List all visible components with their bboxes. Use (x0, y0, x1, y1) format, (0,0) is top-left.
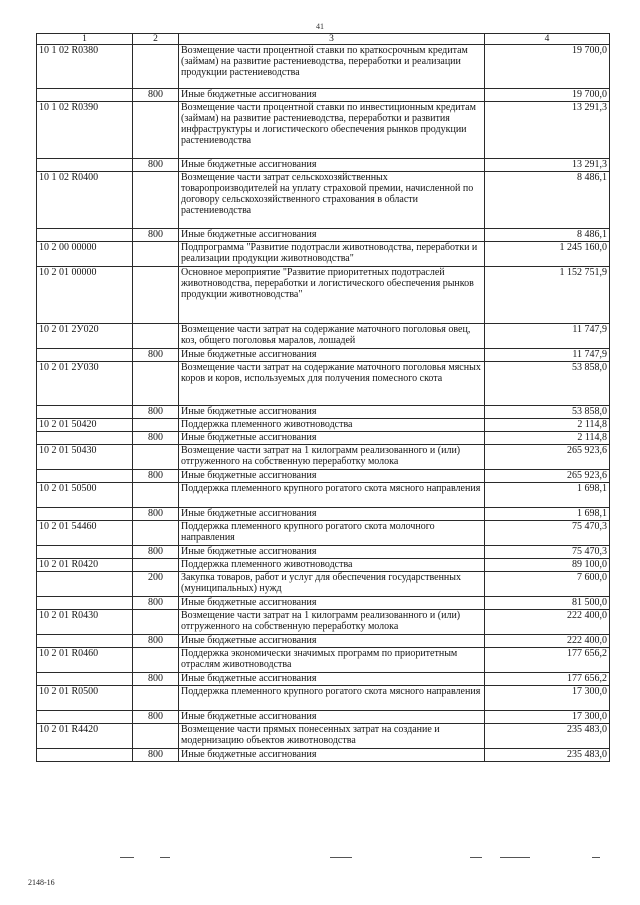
row-type-cell (133, 242, 179, 267)
row-code-cell (37, 470, 133, 483)
row-name-cell: Возмещение части затрат на содержание маточного поголовья мясных коров и коров, используемых для получения помесного скота (179, 362, 485, 406)
row-type-cell (133, 648, 179, 673)
row-code-cell: 10 2 01 R0430 (37, 610, 133, 635)
row-code-cell (37, 349, 133, 362)
row-name-cell: Иные бюджетные ассигнования (179, 597, 485, 610)
row-name-cell: Поддержка племенного крупного рогатого скота мясного направления (179, 483, 485, 508)
row-type-cell: 800 (133, 711, 179, 724)
row-name-cell: Возмещение части процентной ставки по инвестиционным кредитам (займам) на развитие растениеводства, переработки и развития инфраструктуры и логистического обеспечения рынков продукции растениеводства (179, 102, 485, 159)
row-amount-cell: 13 291,3 (485, 159, 610, 172)
table-row (37, 610, 610, 635)
row-code-cell (37, 635, 133, 648)
row-amount-cell: 19 700,0 (485, 89, 610, 102)
header-col-2: 2 (133, 34, 179, 45)
table-row (37, 229, 610, 242)
row-type-cell (133, 419, 179, 432)
row-code-cell: 10 1 02 R0390 (37, 102, 133, 159)
row-name-cell: Возмещение части затрат на 1 килограмм реализованного и (или) отгруженного на собственную переработку молока (179, 610, 485, 635)
row-name-cell: Поддержка племенного животноводства (179, 419, 485, 432)
row-name-cell: Возмещение части процентной ставки по краткосрочным кредитам (займам) на развитие растениеводства, переработки и реализации продукции растениеводства (179, 45, 485, 89)
row-name-cell: Закупка товаров, работ и услуг для обеспечения государственных (муниципальных) нужд (179, 572, 485, 597)
row-amount-cell: 75 470,3 (485, 521, 610, 546)
scan-artifact-mark (592, 857, 600, 858)
table-row (37, 546, 610, 559)
row-amount-cell: 19 700,0 (485, 45, 610, 89)
table-row (37, 432, 610, 445)
row-code-cell: 10 2 01 00000 (37, 267, 133, 324)
table-row (37, 267, 610, 324)
page-number: 41 (316, 22, 324, 31)
row-type-cell: 800 (133, 349, 179, 362)
table-row (37, 724, 610, 749)
row-code-cell (37, 546, 133, 559)
row-code-cell: 10 1 02 R0380 (37, 45, 133, 89)
row-type-cell: 800 (133, 546, 179, 559)
row-type-cell: 800 (133, 432, 179, 445)
header-col-1: 1 (37, 34, 133, 45)
row-code-cell: 10 2 01 50430 (37, 445, 133, 470)
row-code-cell: 10 2 01 R0420 (37, 559, 133, 572)
row-name-cell: Иные бюджетные ассигнования (179, 349, 485, 362)
row-amount-cell: 13 291,3 (485, 102, 610, 159)
row-code-cell: 10 2 01 R0460 (37, 648, 133, 673)
row-amount-cell: 235 483,0 (485, 749, 610, 762)
row-type-cell (133, 559, 179, 572)
row-type-cell (133, 45, 179, 89)
row-amount-cell: 81 500,0 (485, 597, 610, 610)
row-type-cell: 800 (133, 89, 179, 102)
row-name-cell: Поддержка племенного крупного рогатого скота мясного направления (179, 686, 485, 711)
table-row (37, 635, 610, 648)
table-row (37, 711, 610, 724)
row-name-cell: Подпрограмма "Развитие подотрасли животноводства, переработки и реализации продукции животноводства" (179, 242, 485, 267)
row-amount-cell: 265 923,6 (485, 470, 610, 483)
table-row (37, 686, 610, 711)
row-type-cell (133, 724, 179, 749)
table-row (37, 648, 610, 673)
table-row (37, 470, 610, 483)
scan-artifact-mark (470, 857, 482, 858)
row-code-cell: 10 2 01 2У020 (37, 324, 133, 349)
table-row (37, 559, 610, 572)
row-type-cell (133, 483, 179, 508)
table-row (37, 597, 610, 610)
row-name-cell: Иные бюджетные ассигнования (179, 159, 485, 172)
row-name-cell: Иные бюджетные ассигнования (179, 406, 485, 419)
table-row (37, 521, 610, 546)
row-code-cell (37, 159, 133, 172)
table-row (37, 362, 610, 406)
row-type-cell (133, 445, 179, 470)
row-name-cell: Поддержка племенного животноводства (179, 559, 485, 572)
row-code-cell (37, 508, 133, 521)
row-amount-cell: 265 923,6 (485, 445, 610, 470)
row-amount-cell: 11 747,9 (485, 349, 610, 362)
table-body (37, 45, 610, 762)
row-code-cell (37, 432, 133, 445)
row-type-cell: 200 (133, 572, 179, 597)
table-row (37, 349, 610, 362)
row-name-cell: Иные бюджетные ассигнования (179, 432, 485, 445)
row-amount-cell: 17 300,0 (485, 686, 610, 711)
table-row (37, 572, 610, 597)
row-code-cell (37, 229, 133, 242)
row-name-cell: Возмещение части прямых понесенных затрат на создание и модернизацию объектов животноводства (179, 724, 485, 749)
row-amount-cell: 7 600,0 (485, 572, 610, 597)
row-type-cell (133, 172, 179, 229)
row-type-cell: 800 (133, 673, 179, 686)
row-code-cell (37, 89, 133, 102)
row-code-cell: 10 2 00 00000 (37, 242, 133, 267)
row-type-cell (133, 686, 179, 711)
row-type-cell: 800 (133, 159, 179, 172)
row-amount-cell: 8 486,1 (485, 229, 610, 242)
row-name-cell: Иные бюджетные ассигнования (179, 470, 485, 483)
row-code-cell: 10 2 01 R4420 (37, 724, 133, 749)
row-amount-cell: 2 114,8 (485, 419, 610, 432)
row-code-cell (37, 597, 133, 610)
row-amount-cell: 53 858,0 (485, 406, 610, 419)
table-row (37, 45, 610, 89)
row-name-cell: Иные бюджетные ассигнования (179, 673, 485, 686)
row-code-cell (37, 572, 133, 597)
row-name-cell: Поддержка племенного крупного рогатого скота молочного направления (179, 521, 485, 546)
row-amount-cell: 1 245 160,0 (485, 242, 610, 267)
row-name-cell: Иные бюджетные ассигнования (179, 89, 485, 102)
row-amount-cell: 75 470,3 (485, 546, 610, 559)
table-row (37, 324, 610, 349)
scan-artifact-mark (160, 857, 170, 858)
row-type-cell: 800 (133, 229, 179, 242)
row-amount-cell: 53 858,0 (485, 362, 610, 406)
row-name-cell: Иные бюджетные ассигнования (179, 635, 485, 648)
row-code-cell (37, 711, 133, 724)
row-type-cell (133, 610, 179, 635)
table-row (37, 102, 610, 159)
row-amount-cell: 177 656,2 (485, 673, 610, 686)
table-row (37, 89, 610, 102)
scan-artifact-mark (500, 857, 530, 858)
row-amount-cell: 17 300,0 (485, 711, 610, 724)
row-name-cell: Возмещение части затрат на 1 килограмм реализованного и (или) отгруженного на собственную переработку молока (179, 445, 485, 470)
row-type-cell (133, 362, 179, 406)
row-code-cell: 10 2 01 2У030 (37, 362, 133, 406)
row-type-cell (133, 324, 179, 349)
row-amount-cell: 2 114,8 (485, 432, 610, 445)
table-row (37, 445, 610, 470)
row-type-cell: 800 (133, 406, 179, 419)
row-name-cell: Возмещение части затрат сельскохозяйственных товаропроизводителей на уплату страховой премии, начисленной по договору сельскохозяйственного страхования в области растениеводства (179, 172, 485, 229)
row-type-cell (133, 267, 179, 324)
row-type-cell: 800 (133, 597, 179, 610)
row-amount-cell: 11 747,9 (485, 324, 610, 349)
table-row (37, 419, 610, 432)
row-name-cell: Поддержка экономически значимых программ по приоритетным отраслям животноводства (179, 648, 485, 673)
row-amount-cell: 235 483,0 (485, 724, 610, 749)
scan-artifact-mark (120, 857, 134, 858)
row-name-cell: Возмещение части затрат на содержание маточного поголовья овец, коз, общего поголовья маралов, лошадей (179, 324, 485, 349)
footer-document-code: 2148-16 (28, 878, 55, 887)
row-amount-cell: 222 400,0 (485, 635, 610, 648)
row-code-cell: 10 2 01 50420 (37, 419, 133, 432)
row-name-cell: Иные бюджетные ассигнования (179, 508, 485, 521)
row-name-cell: Иные бюджетные ассигнования (179, 711, 485, 724)
row-type-cell (133, 521, 179, 546)
table-row (37, 172, 610, 229)
row-code-cell (37, 406, 133, 419)
row-name-cell: Основное мероприятие "Развитие приоритетных подотраслей животноводства, переработки и логистического обеспечения рынков продукции животноводства" (179, 267, 485, 324)
row-amount-cell: 89 100,0 (485, 559, 610, 572)
row-code-cell (37, 749, 133, 762)
row-name-cell: Иные бюджетные ассигнования (179, 749, 485, 762)
row-amount-cell: 1 698,1 (485, 508, 610, 521)
row-type-cell (133, 102, 179, 159)
table-row (37, 483, 610, 508)
row-code-cell: 10 1 02 R0400 (37, 172, 133, 229)
table-row (37, 406, 610, 419)
header-col-3: 3 (179, 34, 485, 45)
row-type-cell: 800 (133, 470, 179, 483)
row-code-cell: 10 2 01 R0500 (37, 686, 133, 711)
table-row (37, 749, 610, 762)
table-row (37, 159, 610, 172)
row-type-cell: 800 (133, 635, 179, 648)
row-amount-cell: 222 400,0 (485, 610, 610, 635)
table-row (37, 673, 610, 686)
budget-table (36, 33, 610, 762)
table-header-row (37, 34, 610, 45)
row-amount-cell: 8 486,1 (485, 172, 610, 229)
row-name-cell: Иные бюджетные ассигнования (179, 546, 485, 559)
row-amount-cell: 1 152 751,9 (485, 267, 610, 324)
row-type-cell: 800 (133, 508, 179, 521)
scan-artifact-mark (330, 857, 352, 858)
row-code-cell: 10 2 01 50500 (37, 483, 133, 508)
table-row (37, 508, 610, 521)
row-amount-cell: 177 656,2 (485, 648, 610, 673)
row-code-cell (37, 673, 133, 686)
header-col-4: 4 (485, 34, 610, 45)
row-amount-cell: 1 698,1 (485, 483, 610, 508)
row-code-cell: 10 2 01 54460 (37, 521, 133, 546)
row-name-cell: Иные бюджетные ассигнования (179, 229, 485, 242)
row-type-cell: 800 (133, 749, 179, 762)
table-row (37, 242, 610, 267)
